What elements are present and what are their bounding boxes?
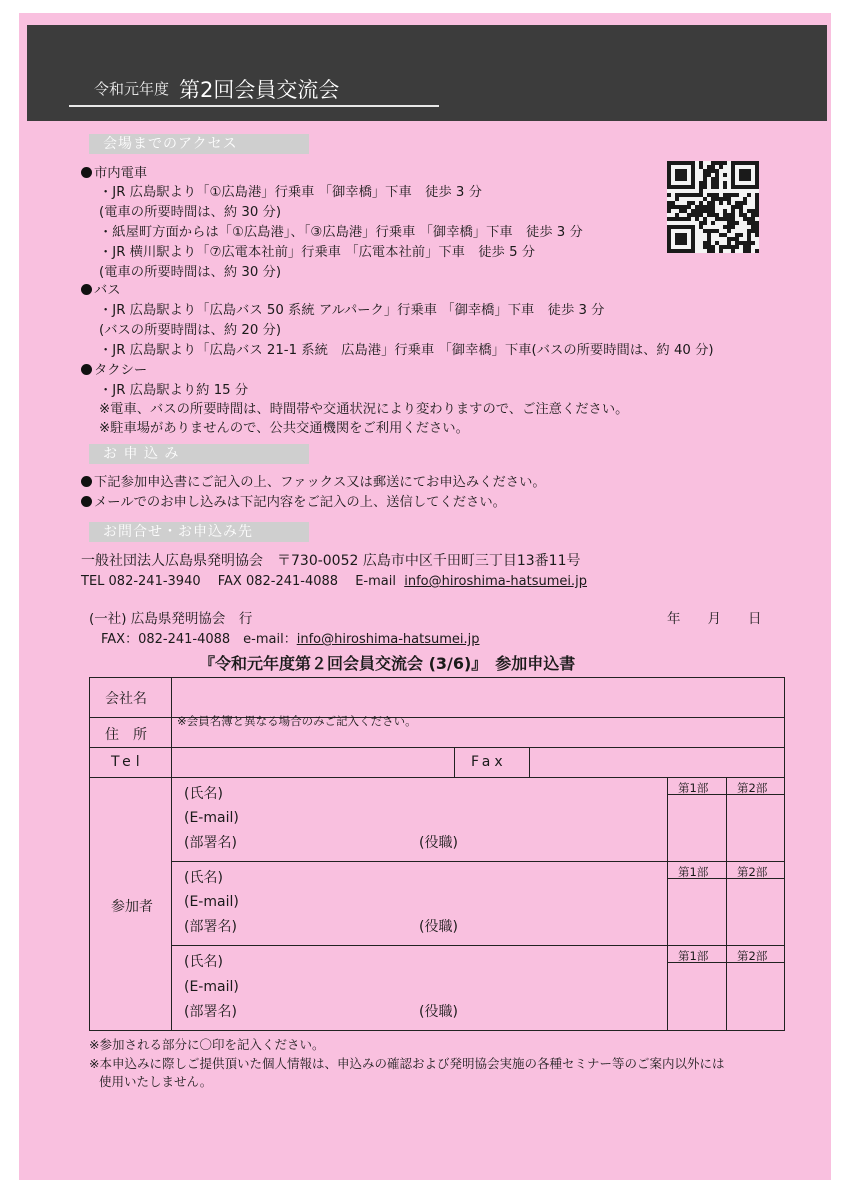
access-heading: 会場までのアクセス (89, 134, 309, 154)
table-line (454, 747, 455, 777)
apply-line-2: メールでのお申し込みは下記内容をご記入の上、送信してください。 (81, 495, 506, 511)
participant-2-part2-checkbox[interactable] (728, 881, 783, 943)
participant-2-dept-label: (部署名) (184, 919, 237, 935)
tram-line-3: ・紙屋町方面からは「①広島港」、「③広島港」行乗車 「御幸橋」下車 徒歩 3 分 (99, 225, 583, 240)
company-label: 会社名 (105, 691, 147, 707)
table-line (89, 777, 785, 778)
participant-3-part2-label: 第2部 (737, 949, 768, 963)
participant-3-position-label: (役職) (419, 1004, 458, 1020)
form-recipient: (一社) 広島県発明協会 行 (89, 611, 253, 627)
taxi-line-1: ・JR 広島駅より約 15 分 (99, 383, 249, 398)
participant-2-position-label: (役職) (419, 919, 458, 935)
apply-line-1: 下記参加申込書にご記入の上、ファックス又は郵送にてお申込みください。 (81, 475, 546, 491)
participant-1-part2-label: 第2部 (737, 781, 768, 795)
participant-1-dept-label: (部署名) (184, 835, 237, 851)
table-line (89, 677, 90, 1031)
participant-3-name-label: (氏名) (184, 954, 223, 970)
form-title: 『令和元年度第２回会員交流会 (3/6)』 参加申込書 (199, 654, 576, 673)
participant-2-email-label: (E-mail) (184, 894, 239, 910)
tram-line-5: (電車の所要時間は、約 30 分) (99, 265, 282, 280)
bus-line-2: (バスの所要時間は、約 20 分) (99, 323, 282, 338)
bus-label: バス (81, 283, 121, 299)
table-line (89, 1030, 785, 1031)
apply-heading: お 申 込 み (89, 444, 309, 464)
tel-label: Tel (111, 754, 145, 770)
participant-1-email-label: (E-mail) (184, 810, 239, 826)
form-date: 年 月 日 (667, 611, 762, 627)
participant-1-part1-label: 第1部 (678, 781, 709, 795)
tel-input[interactable] (175, 750, 450, 774)
contact-tel-fax: TEL 082-241-3940 FAX 082-241-4088 E-mail info@hiroshima-hatsumei.jp (81, 574, 587, 589)
contact-heading: お問合せ・お申込み先 (89, 522, 309, 542)
participant-3-part1-label: 第1部 (678, 949, 709, 963)
taxi-line-3: ※駐車場がありませんので、公共交通機関をご利用ください。 (99, 421, 469, 436)
participant-3-dept-label: (部署名) (184, 1004, 237, 1020)
taxi-line-2: ※電車、バスの所要時間は、時間帯や交通状況により変わりますので、ご注意ください。 (99, 402, 629, 417)
table-line (89, 677, 785, 678)
header-underline (69, 105, 439, 107)
bullet-icon (81, 167, 92, 178)
participant-1-name-label: (氏名) (184, 786, 223, 802)
tram-label: 市内電車 (81, 166, 147, 182)
qr-code-icon (667, 161, 759, 253)
fax-input[interactable] (533, 750, 781, 774)
table-line (89, 747, 785, 748)
form-email-link[interactable]: info@hiroshima-hatsumei.jp (296, 632, 480, 647)
participant-label: 参加者 (111, 899, 153, 915)
participant-2-part1-label: 第1部 (678, 865, 709, 879)
participant-2-part1-checkbox[interactable] (669, 881, 725, 943)
address-note: ※会員名簿と異なる場合のみご記入ください。 (177, 714, 417, 728)
participant-2-name-label: (氏名) (184, 870, 223, 886)
form-fax-email: FAX：082-241-4088 e-mail：info@hiroshima-hatsumei.jp (101, 632, 480, 647)
bullet-icon (81, 364, 92, 375)
table-line (171, 861, 785, 862)
table-line (529, 747, 530, 777)
note-3: 使用いたしません。 (99, 1074, 213, 1089)
contact-organization: 一般社団法人広島県発明協会 〒730-0052 広島市中区千田町三丁目13番11号 (81, 553, 581, 569)
header-title: 第2回会員交流会 (179, 78, 340, 102)
bullet-icon (81, 284, 92, 295)
header-year: 令和元年度 (94, 80, 170, 98)
fax-label: Fax (471, 754, 507, 770)
table-line (171, 945, 785, 946)
contact-email-link[interactable]: info@hiroshima-hatsumei.jp (404, 574, 587, 589)
table-line (171, 677, 172, 1031)
tram-line-4: ・JR 横川駅より「⑦広電本社前」行乗車 「広電本社前」下車 徒歩 5 分 (99, 245, 536, 260)
address-label: 住 所 (105, 727, 147, 743)
bus-line-1: ・JR 広島駅より「広島バス 50 系統 アルパーク」行乗車 「御幸橋」下車 徒歩 3 分 (99, 303, 605, 318)
participant-3-part1-checkbox[interactable] (669, 965, 725, 1027)
tram-line-2: (電車の所要時間は、約 30 分) (99, 205, 282, 220)
note-2: ※本申込みに際しご提供頂いた個人情報は、申込みの確認および発明協会実施の各種セミナー等のご案内以外には (89, 1056, 725, 1071)
participant-1-part1-checkbox[interactable] (669, 797, 725, 859)
note-1: ※参加される部分に〇印を記入ください。 (89, 1037, 325, 1052)
participant-3-email-label: (E-mail) (184, 979, 239, 995)
participant-2-part2-label: 第2部 (737, 865, 768, 879)
participant-3-part2-checkbox[interactable] (728, 965, 783, 1027)
bus-line-3: ・JR 広島駅より「広島バス 21-1 系統 広島港」行乗車 「御幸橋」下車(バスの所要時間は、約 40 分) (99, 343, 714, 358)
tram-line-1: ・JR 広島駅より「①広島港」行乗車 「御幸橋」下車 徒歩 3 分 (99, 185, 482, 200)
table-line (784, 677, 785, 1031)
bullet-icon (81, 496, 92, 507)
participant-1-position-label: (役職) (419, 835, 458, 851)
participant-1-part2-checkbox[interactable] (728, 797, 783, 859)
company-input[interactable] (175, 681, 780, 713)
bullet-icon (81, 476, 92, 487)
taxi-label: タクシー (81, 363, 147, 379)
flyer-sheet (19, 13, 831, 1180)
